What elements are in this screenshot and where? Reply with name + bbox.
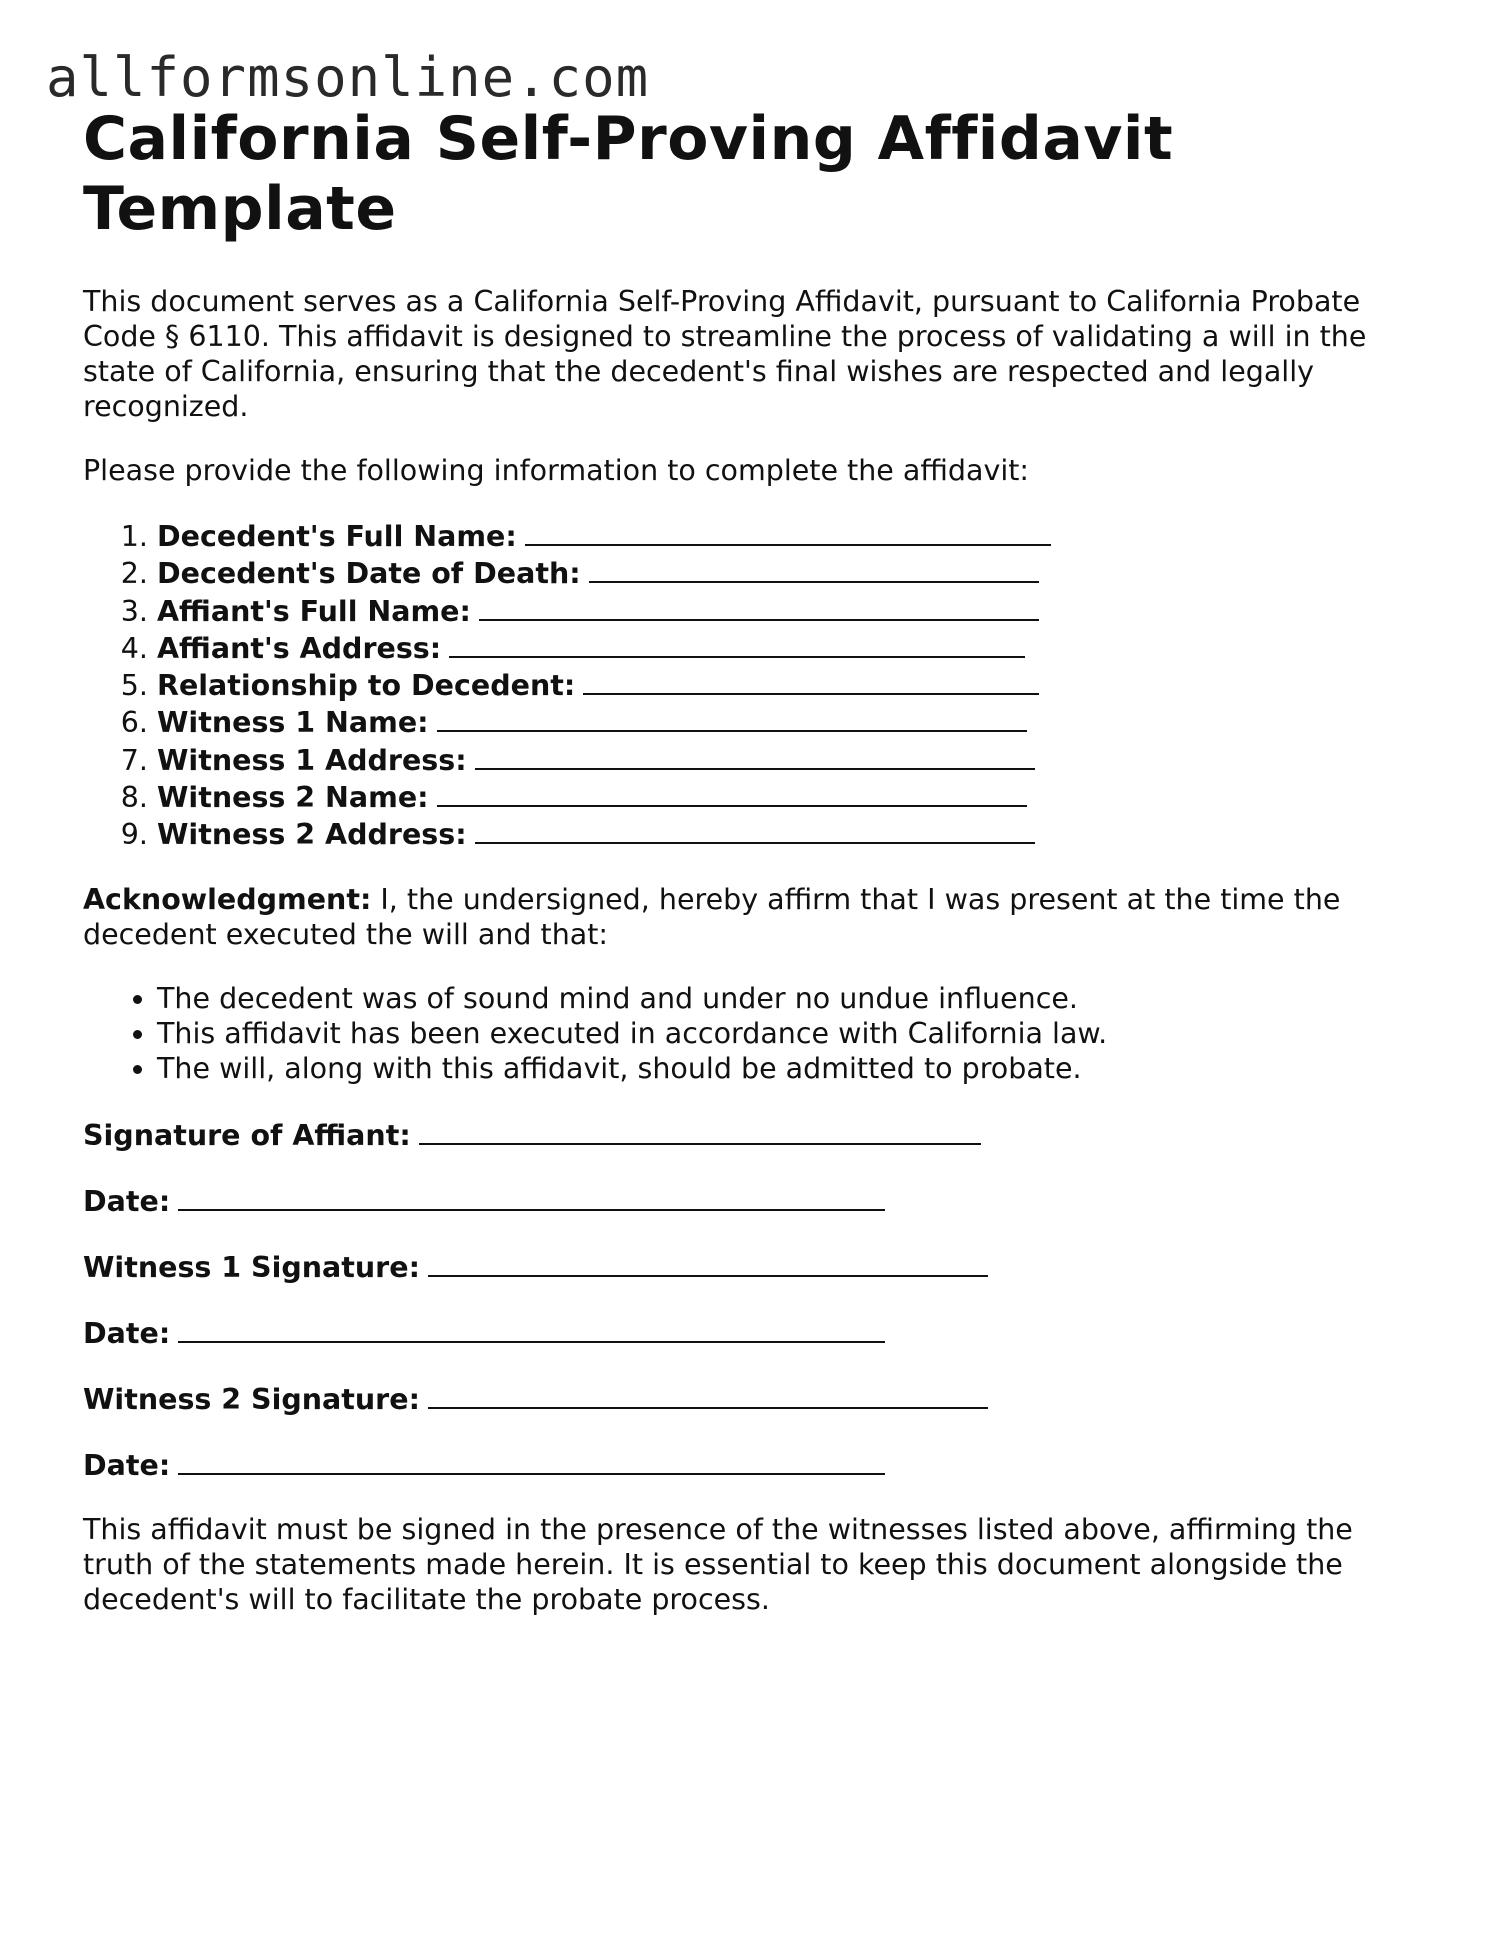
list-item: • The decedent was of sound mind and under no undue influence. xyxy=(157,981,1423,1016)
field-label: Affiant's Address: xyxy=(157,631,442,665)
acknowledgment-label: Acknowledgment: xyxy=(83,882,372,916)
witness-2-date-line xyxy=(83,1446,1423,1483)
signature-label: Witness 2 Signature: xyxy=(83,1382,420,1416)
closing-paragraph: This affidavit must be signed in the presence of the witnesses listed above, affirming the truth of the statements made herein. It is essential to keep this document alongside the decedent's will to facilitate the probate process. xyxy=(83,1512,1353,1616)
witness-2-signature-line xyxy=(83,1380,1423,1417)
field-label: Witness 2 Address: xyxy=(157,818,467,852)
date-label: Date: xyxy=(83,1184,171,1218)
list-item xyxy=(157,703,1423,740)
list-item xyxy=(157,517,1423,554)
witness-1-name-field[interactable] xyxy=(437,703,1027,732)
decedent-name-field[interactable] xyxy=(525,517,1051,546)
list-item xyxy=(157,778,1423,815)
acknowledgment-text: I, the undersigned, hereby affirm that I was present at the time the decedent executed the will and that: xyxy=(83,882,1341,951)
date-of-death-field[interactable] xyxy=(589,554,1039,583)
field-label: Witness 2 Name: xyxy=(157,781,429,815)
instruction-prompt: Please provide the following information to complete the affidavit: xyxy=(83,454,1030,487)
list-item: • This affidavit has been executed in accordance with California law. xyxy=(157,1016,1423,1051)
affiant-name-field[interactable] xyxy=(479,592,1039,621)
list-item xyxy=(157,666,1423,703)
affiant-date-line xyxy=(83,1182,1423,1219)
affiant-date-field[interactable] xyxy=(178,1182,885,1211)
intro-paragraph: This document serves as a California Self-Proving Affidavit, pursuant to California Probate Code § 6110. This affidavit is designed to streamline the process of validating a will in the state of California, ensuring that the decedent's final wishes are respected and legally recognized. xyxy=(83,285,1367,423)
list-item: • The will, along with this affidavit, should be admitted to probate. xyxy=(157,1051,1423,1086)
witness-1-address-field[interactable] xyxy=(475,741,1035,770)
date-label: Date: xyxy=(83,1316,171,1350)
relationship-field[interactable] xyxy=(583,666,1039,695)
field-label: Witness 1 Name: xyxy=(157,706,429,740)
affiant-signature-field[interactable] xyxy=(419,1116,981,1145)
affiant-signature-line xyxy=(83,1116,1423,1153)
acknowledgment-list xyxy=(83,981,1423,1087)
watermark: allformsonline.com xyxy=(46,46,650,109)
page-title: California Self-Proving Affidavit Template xyxy=(83,104,1174,244)
witness-2-name-field[interactable] xyxy=(437,778,1027,807)
witness-1-date-line xyxy=(83,1314,1423,1351)
signature-label: Signature of Affiant: xyxy=(83,1118,411,1152)
field-label: Affiant's Full Name: xyxy=(157,594,471,628)
signature-label: Witness 1 Signature: xyxy=(83,1250,420,1284)
list-item xyxy=(157,592,1423,629)
witness-2-signature-field[interactable] xyxy=(428,1380,988,1409)
field-label: Decedent's Date of Death: xyxy=(157,557,581,591)
witness-2-date-field[interactable] xyxy=(178,1446,885,1475)
field-label: Decedent's Full Name: xyxy=(157,520,517,553)
date-label: Date: xyxy=(83,1448,171,1482)
document-body xyxy=(83,104,1423,1617)
field-label: Witness 1 Address: xyxy=(157,743,467,777)
witness-2-address-field[interactable] xyxy=(475,815,1035,844)
field-label: Relationship to Decedent: xyxy=(157,669,576,703)
list-item xyxy=(157,815,1423,852)
list-item xyxy=(157,554,1423,591)
information-fields-list xyxy=(83,517,1423,853)
acknowledgment-paragraph xyxy=(83,882,1423,952)
affiant-address-field[interactable] xyxy=(449,629,1025,658)
witness-1-signature-line xyxy=(83,1248,1423,1285)
list-item xyxy=(157,629,1423,666)
witness-1-date-field[interactable] xyxy=(178,1314,885,1343)
witness-1-signature-field[interactable] xyxy=(428,1248,988,1277)
list-item xyxy=(157,741,1423,778)
